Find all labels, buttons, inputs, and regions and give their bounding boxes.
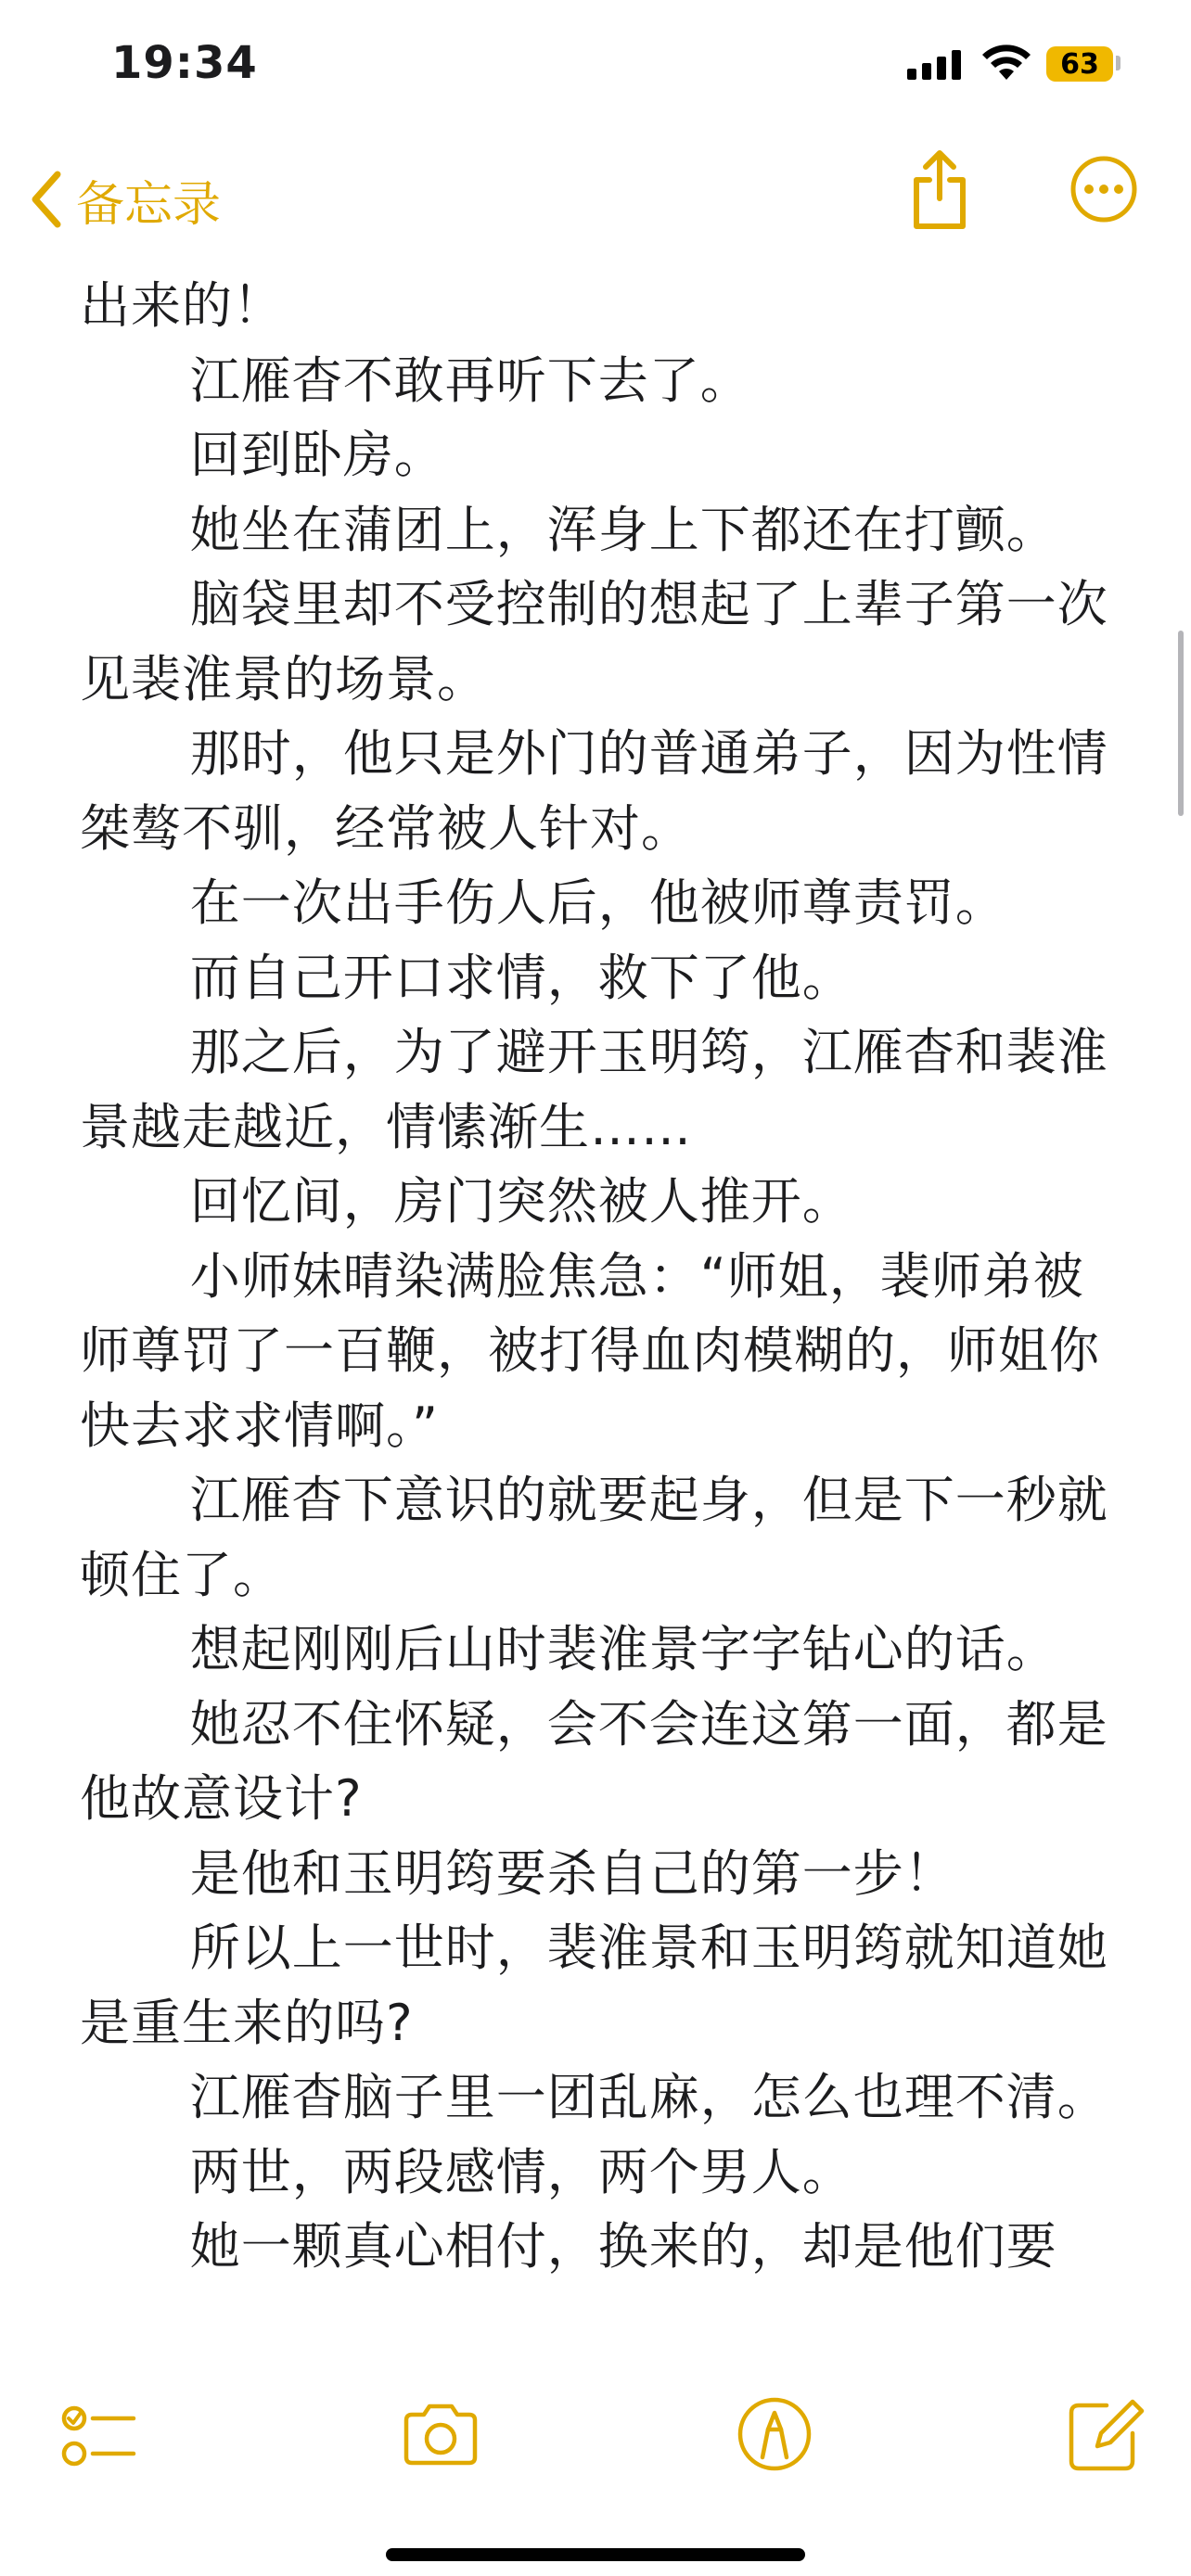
- note-paragraph: 她忍不住怀疑，会不会连这第一面，都是他故意设计?: [80, 1694, 1108, 1828]
- note-paragraph: 小师妹晴染满脸焦急：“师姐，裴师弟被师尊罚了一百鞭，被打得血肉模糊的，师姐你快去求求情啊。”: [80, 1246, 1100, 1455]
- note-paragraph: 回忆间，房门突然被人推开。: [189, 1172, 853, 1231]
- navigation-bar: [0, 130, 1191, 269]
- note-paragraph: 出来的！: [80, 276, 284, 335]
- note-paragraph: 在一次出手伤人后，他被师尊责罚。: [189, 874, 1006, 932]
- note-paragraph: 那之后，为了避开玉明筠，江雁杳和裴淮景越走越近，情愫渐生……: [80, 1023, 1108, 1156]
- pen-circle-icon[interactable]: [733, 2392, 816, 2476]
- status-bar: [0, 0, 1191, 130]
- checklist-icon[interactable]: [56, 2392, 139, 2476]
- share-icon[interactable]: [907, 148, 972, 232]
- note-paragraph: 江雁杳脑子里一团乱麻，怎么也理不清。: [189, 2068, 1108, 2126]
- note-paragraph: 那时，他只是外门的普通弟子，因为性情桀骜不驯，经常被人针对。: [80, 724, 1108, 858]
- note-paragraph: 想起刚刚后山时裴淮景字字钻心的话。: [189, 1620, 1057, 1678]
- note-paragraph: 她坐在蒲团上，浑身上下都还在打颤。: [189, 500, 1057, 559]
- scroll-indicator[interactable]: [1178, 631, 1184, 816]
- note-paragraph: 所以上一世时，裴淮景和玉明筠就知道她是重生来的吗?: [80, 1919, 1108, 2052]
- chevron-left-icon: [28, 169, 65, 230]
- status-time: 19:34: [111, 37, 258, 89]
- back-button[interactable]: [28, 162, 221, 236]
- battery-indicator: 63: [1046, 46, 1113, 82]
- compose-icon[interactable]: [1062, 2392, 1146, 2476]
- note-paragraph: 回到卧房。: [189, 426, 445, 484]
- note-body[interactable]: [80, 269, 1111, 2285]
- cellular-signal-icon: [907, 48, 961, 80]
- note-paragraph: 她一颗真心相付，换来的，却是他们要: [189, 2217, 1057, 2276]
- battery-tip: [1116, 56, 1121, 70]
- camera-icon[interactable]: [399, 2392, 482, 2476]
- wifi-icon: [981, 43, 1031, 82]
- back-button-label: 备忘录: [76, 176, 222, 233]
- note-paragraph: 江雁杳下意识的就要起身，但是下一秒就顿住了。: [80, 1471, 1108, 1604]
- home-indicator[interactable]: [386, 2548, 805, 2561]
- note-paragraph: 两世，两段感情，两个男人。: [189, 2142, 853, 2201]
- note-paragraph: 江雁杳不敢再听下去了。: [189, 351, 751, 410]
- note-paragraph: 脑袋里却不受控制的想起了上辈子第一次见裴淮景的场景。: [80, 575, 1108, 708]
- note-paragraph: 是他和玉明筠要杀自己的第一步！: [189, 1843, 955, 1903]
- note-paragraph: 而自己开口求情，救下了他。: [189, 948, 853, 1007]
- bottom-toolbar: [0, 2383, 1191, 2494]
- ellipsis-circle-icon[interactable]: [1069, 154, 1139, 224]
